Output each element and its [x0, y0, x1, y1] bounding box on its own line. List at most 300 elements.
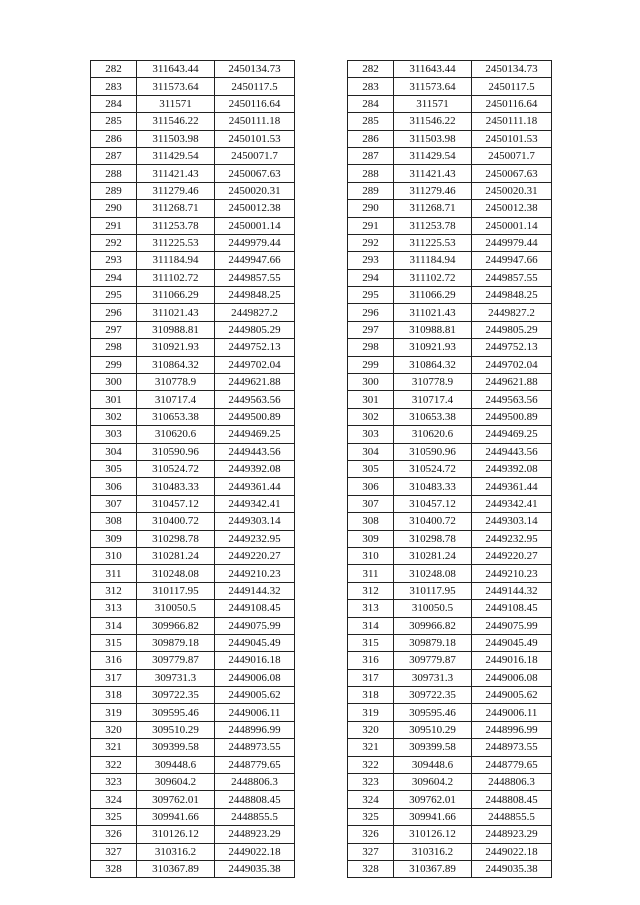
x-coordinate-cell: 309941.66: [394, 808, 472, 825]
y-coordinate-cell: 2450067.63: [215, 165, 295, 182]
x-coordinate-cell: 311546.22: [394, 113, 472, 130]
table-row: [91, 339, 295, 356]
point-number-cell: 294: [91, 269, 137, 286]
point-number-cell: 289: [348, 182, 394, 199]
x-coordinate-cell: 311102.72: [394, 269, 472, 286]
point-number-cell: 288: [348, 165, 394, 182]
point-number-cell: 312: [91, 582, 137, 599]
x-coordinate-cell: 310864.32: [137, 356, 215, 373]
table-row: [91, 356, 295, 373]
y-coordinate-cell: 2449805.29: [215, 321, 295, 338]
x-coordinate-cell: 310778.9: [137, 374, 215, 391]
point-number-cell: 317: [348, 669, 394, 686]
y-coordinate-cell: 2450001.14: [215, 217, 295, 234]
point-number-cell: 320: [91, 721, 137, 738]
x-coordinate-cell: 309731.3: [137, 669, 215, 686]
point-number-cell: 313: [348, 600, 394, 617]
x-coordinate-cell: 310717.4: [137, 391, 215, 408]
point-number-cell: 304: [348, 443, 394, 460]
x-coordinate-cell: 310281.24: [137, 547, 215, 564]
y-coordinate-cell: 2449303.14: [215, 513, 295, 530]
point-number-cell: 294: [348, 269, 394, 286]
x-coordinate-cell: 311279.46: [137, 182, 215, 199]
y-coordinate-cell: 2449857.55: [472, 269, 552, 286]
y-coordinate-cell: 2449016.18: [215, 652, 295, 669]
x-coordinate-cell: 310524.72: [137, 460, 215, 477]
y-coordinate-cell: 2449210.23: [472, 565, 552, 582]
y-coordinate-cell: 2450134.73: [215, 61, 295, 78]
table-row: [348, 843, 552, 860]
x-coordinate-cell: 310316.2: [137, 843, 215, 860]
y-coordinate-cell: 2449500.89: [215, 408, 295, 425]
y-coordinate-cell: 2449827.2: [215, 304, 295, 321]
table-row: [91, 374, 295, 391]
y-coordinate-cell: 2449075.99: [215, 617, 295, 634]
x-coordinate-cell: 311421.43: [137, 165, 215, 182]
table-row: [91, 165, 295, 182]
x-coordinate-cell: 310298.78: [137, 530, 215, 547]
y-coordinate-cell: 2448808.45: [215, 791, 295, 808]
x-coordinate-cell: 309779.87: [137, 652, 215, 669]
table-row: [91, 756, 295, 773]
table-row: [348, 426, 552, 443]
point-number-cell: 299: [348, 356, 394, 373]
point-number-cell: 305: [91, 460, 137, 477]
point-number-cell: 326: [348, 826, 394, 843]
table-row: [91, 78, 295, 95]
point-number-cell: 291: [348, 217, 394, 234]
x-coordinate-cell: 311102.72: [137, 269, 215, 286]
x-coordinate-cell: 310367.89: [137, 860, 215, 877]
point-number-cell: 308: [91, 513, 137, 530]
table-row: [91, 617, 295, 634]
point-number-cell: 298: [348, 339, 394, 356]
y-coordinate-cell: 2449979.44: [215, 234, 295, 251]
x-coordinate-cell: 309399.58: [394, 739, 472, 756]
table-row: [348, 547, 552, 564]
x-coordinate-cell: 310717.4: [394, 391, 472, 408]
point-number-cell: 292: [348, 234, 394, 251]
point-number-cell: 300: [348, 374, 394, 391]
y-coordinate-cell: 2448806.3: [472, 774, 552, 791]
point-number-cell: 316: [348, 652, 394, 669]
point-number-cell: 298: [91, 339, 137, 356]
y-coordinate-cell: 2449016.18: [472, 652, 552, 669]
x-coordinate-cell: 311573.64: [137, 78, 215, 95]
x-coordinate-cell: 311571: [137, 95, 215, 112]
y-coordinate-cell: 2449232.95: [472, 530, 552, 547]
x-coordinate-cell: 309448.6: [137, 756, 215, 773]
y-coordinate-cell: 2448923.29: [472, 826, 552, 843]
x-coordinate-cell: 310050.5: [394, 600, 472, 617]
y-coordinate-cell: 2450116.64: [472, 95, 552, 112]
x-coordinate-cell: 310400.72: [394, 513, 472, 530]
x-coordinate-cell: 311066.29: [137, 287, 215, 304]
y-coordinate-cell: 2449947.66: [215, 252, 295, 269]
table-row: [91, 652, 295, 669]
x-coordinate-cell: 309604.2: [137, 774, 215, 791]
y-coordinate-cell: 2449752.13: [472, 339, 552, 356]
point-number-cell: 301: [348, 391, 394, 408]
table-row: [91, 704, 295, 721]
table-row: [348, 95, 552, 112]
point-number-cell: 315: [348, 634, 394, 651]
x-coordinate-cell: 309966.82: [394, 617, 472, 634]
table-row: [348, 61, 552, 78]
y-coordinate-cell: 2450101.53: [472, 130, 552, 147]
y-coordinate-cell: 2449563.56: [215, 391, 295, 408]
table-row: [91, 200, 295, 217]
point-number-cell: 318: [91, 687, 137, 704]
point-number-cell: 327: [91, 843, 137, 860]
x-coordinate-cell: 311643.44: [394, 61, 472, 78]
table-row: [348, 774, 552, 791]
y-coordinate-cell: 2448779.65: [215, 756, 295, 773]
x-coordinate-cell: 311546.22: [137, 113, 215, 130]
y-coordinate-cell: 2449848.25: [215, 287, 295, 304]
y-coordinate-cell: 2450111.18: [215, 113, 295, 130]
y-coordinate-cell: 2448996.99: [215, 721, 295, 738]
point-number-cell: 295: [91, 287, 137, 304]
point-number-cell: 290: [348, 200, 394, 217]
point-number-cell: 285: [348, 113, 394, 130]
y-coordinate-cell: 2449621.88: [215, 374, 295, 391]
x-coordinate-cell: 310620.6: [137, 426, 215, 443]
point-number-cell: 300: [91, 374, 137, 391]
x-coordinate-cell: 310126.12: [137, 826, 215, 843]
table-row: [91, 687, 295, 704]
y-coordinate-cell: 2449702.04: [215, 356, 295, 373]
table-row: [348, 321, 552, 338]
table-row: [348, 391, 552, 408]
table-row: [348, 356, 552, 373]
table-row: [91, 269, 295, 286]
y-coordinate-cell: 2449006.11: [472, 704, 552, 721]
point-number-cell: 293: [91, 252, 137, 269]
table-row: [348, 234, 552, 251]
x-coordinate-cell: 309595.46: [137, 704, 215, 721]
table-row: [91, 287, 295, 304]
x-coordinate-cell: 311184.94: [137, 252, 215, 269]
x-coordinate-cell: 311253.78: [394, 217, 472, 234]
table-row: [348, 756, 552, 773]
y-coordinate-cell: 2449108.45: [472, 600, 552, 617]
point-number-cell: 282: [348, 61, 394, 78]
point-number-cell: 312: [348, 582, 394, 599]
table-row: [91, 130, 295, 147]
x-coordinate-cell: 310988.81: [137, 321, 215, 338]
table-row: [348, 304, 552, 321]
point-number-cell: 284: [91, 95, 137, 112]
table-row: [91, 460, 295, 477]
y-coordinate-cell: 2449035.38: [215, 860, 295, 877]
y-coordinate-cell: 2449848.25: [472, 287, 552, 304]
x-coordinate-cell: 311268.71: [394, 200, 472, 217]
table-row: [348, 617, 552, 634]
point-number-cell: 305: [348, 460, 394, 477]
point-number-cell: 323: [91, 774, 137, 791]
x-coordinate-cell: 310620.6: [394, 426, 472, 443]
table-row: [91, 252, 295, 269]
table-row: [91, 321, 295, 338]
y-coordinate-cell: 2449361.44: [472, 478, 552, 495]
point-number-cell: 311: [348, 565, 394, 582]
y-coordinate-cell: 2449075.99: [472, 617, 552, 634]
table-row: [348, 252, 552, 269]
y-coordinate-cell: 2448923.29: [215, 826, 295, 843]
y-coordinate-cell: 2448855.5: [215, 808, 295, 825]
x-coordinate-cell: 309399.58: [137, 739, 215, 756]
point-number-cell: 286: [348, 130, 394, 147]
table-row: [348, 826, 552, 843]
y-coordinate-cell: 2449702.04: [472, 356, 552, 373]
table-row: [348, 443, 552, 460]
x-coordinate-cell: 310316.2: [394, 843, 472, 860]
table-row: [91, 426, 295, 443]
y-coordinate-cell: 2449045.49: [472, 634, 552, 651]
x-coordinate-cell: 311503.98: [137, 130, 215, 147]
y-coordinate-cell: 2450071.7: [472, 147, 552, 164]
x-coordinate-cell: 309762.01: [394, 791, 472, 808]
table-row: [91, 774, 295, 791]
table-row: [91, 843, 295, 860]
x-coordinate-cell: 311503.98: [394, 130, 472, 147]
table-row: [91, 304, 295, 321]
table-row: [91, 634, 295, 651]
point-number-cell: 303: [348, 426, 394, 443]
y-coordinate-cell: 2449392.08: [215, 460, 295, 477]
x-coordinate-cell: 310778.9: [394, 374, 472, 391]
table-row: [348, 565, 552, 582]
x-coordinate-cell: 309731.3: [394, 669, 472, 686]
y-coordinate-cell: 2449857.55: [215, 269, 295, 286]
x-coordinate-cell: 310126.12: [394, 826, 472, 843]
y-coordinate-cell: 2448808.45: [472, 791, 552, 808]
x-coordinate-cell: 311429.54: [137, 147, 215, 164]
x-coordinate-cell: 310248.08: [137, 565, 215, 582]
y-coordinate-cell: 2449443.56: [472, 443, 552, 460]
table-row: [348, 808, 552, 825]
point-number-cell: 324: [348, 791, 394, 808]
x-coordinate-cell: 309722.35: [394, 687, 472, 704]
table-row: [348, 200, 552, 217]
y-coordinate-cell: 2450012.38: [472, 200, 552, 217]
point-number-cell: 282: [91, 61, 137, 78]
point-number-cell: 296: [91, 304, 137, 321]
point-number-cell: 302: [348, 408, 394, 425]
y-coordinate-cell: 2450111.18: [472, 113, 552, 130]
point-number-cell: 317: [91, 669, 137, 686]
y-coordinate-cell: 2449443.56: [215, 443, 295, 460]
point-number-cell: 324: [91, 791, 137, 808]
table-row: [91, 478, 295, 495]
x-coordinate-cell: 309595.46: [394, 704, 472, 721]
y-coordinate-cell: 2449827.2: [472, 304, 552, 321]
y-coordinate-cell: 2449144.32: [472, 582, 552, 599]
y-coordinate-cell: 2449022.18: [472, 843, 552, 860]
y-coordinate-cell: 2449022.18: [215, 843, 295, 860]
x-coordinate-cell: 310921.93: [137, 339, 215, 356]
x-coordinate-cell: 310117.95: [394, 582, 472, 599]
y-coordinate-cell: 2449361.44: [215, 478, 295, 495]
x-coordinate-cell: 309448.6: [394, 756, 472, 773]
y-coordinate-cell: 2449108.45: [215, 600, 295, 617]
point-number-cell: 315: [91, 634, 137, 651]
x-coordinate-cell: 309510.29: [137, 721, 215, 738]
x-coordinate-cell: 311184.94: [394, 252, 472, 269]
point-number-cell: 314: [348, 617, 394, 634]
point-number-cell: 310: [348, 547, 394, 564]
y-coordinate-cell: 2450020.31: [215, 182, 295, 199]
table-row: [91, 234, 295, 251]
point-number-cell: 325: [348, 808, 394, 825]
x-coordinate-cell: 309941.66: [137, 808, 215, 825]
table-row: [91, 113, 295, 130]
point-number-cell: 322: [91, 756, 137, 773]
x-coordinate-cell: 309762.01: [137, 791, 215, 808]
y-coordinate-cell: 2449035.38: [472, 860, 552, 877]
table-row: [348, 78, 552, 95]
x-coordinate-cell: 311571: [394, 95, 472, 112]
table-row: [348, 860, 552, 877]
point-number-cell: 320: [348, 721, 394, 738]
point-number-cell: 283: [348, 78, 394, 95]
x-coordinate-cell: 310590.96: [137, 443, 215, 460]
x-coordinate-cell: 311021.43: [394, 304, 472, 321]
y-coordinate-cell: 2449392.08: [472, 460, 552, 477]
table-row: [348, 634, 552, 651]
y-coordinate-cell: 2450134.73: [472, 61, 552, 78]
x-coordinate-cell: 310653.38: [394, 408, 472, 425]
point-number-cell: 302: [91, 408, 137, 425]
point-number-cell: 327: [348, 843, 394, 860]
table-row: [91, 565, 295, 582]
point-number-cell: 319: [91, 704, 137, 721]
point-number-cell: 303: [91, 426, 137, 443]
x-coordinate-cell: 311225.53: [394, 234, 472, 251]
y-coordinate-cell: 2449005.62: [215, 687, 295, 704]
x-coordinate-cell: 310457.12: [394, 495, 472, 512]
point-number-cell: 319: [348, 704, 394, 721]
table-row: [348, 130, 552, 147]
point-number-cell: 288: [91, 165, 137, 182]
y-coordinate-cell: 2449006.11: [215, 704, 295, 721]
y-coordinate-cell: 2449232.95: [215, 530, 295, 547]
table-row: [348, 147, 552, 164]
table-row: [91, 182, 295, 199]
table-row: [91, 547, 295, 564]
x-coordinate-cell: 309966.82: [137, 617, 215, 634]
y-coordinate-cell: 2449005.62: [472, 687, 552, 704]
table-row: [348, 113, 552, 130]
point-number-cell: 301: [91, 391, 137, 408]
table-row: [91, 791, 295, 808]
y-coordinate-cell: 2449210.23: [215, 565, 295, 582]
x-coordinate-cell: 310248.08: [394, 565, 472, 582]
x-coordinate-cell: 309510.29: [394, 721, 472, 738]
point-number-cell: 309: [91, 530, 137, 547]
x-coordinate-cell: 310367.89: [394, 860, 472, 877]
point-number-cell: 296: [348, 304, 394, 321]
x-coordinate-cell: 311421.43: [394, 165, 472, 182]
point-number-cell: 286: [91, 130, 137, 147]
table-row: [91, 495, 295, 512]
y-coordinate-cell: 2448779.65: [472, 756, 552, 773]
table-row: [348, 739, 552, 756]
table-row: [91, 582, 295, 599]
x-coordinate-cell: 311268.71: [137, 200, 215, 217]
y-coordinate-cell: 2450117.5: [215, 78, 295, 95]
y-coordinate-cell: 2449621.88: [472, 374, 552, 391]
y-coordinate-cell: 2449220.27: [215, 547, 295, 564]
x-coordinate-cell: 310050.5: [137, 600, 215, 617]
point-number-cell: 321: [91, 739, 137, 756]
table-row: [91, 808, 295, 825]
point-number-cell: 289: [91, 182, 137, 199]
x-coordinate-cell: 310457.12: [137, 495, 215, 512]
table-row: [91, 391, 295, 408]
table-row: [348, 165, 552, 182]
table-row: [91, 513, 295, 530]
coordinate-table-right: [347, 60, 552, 878]
table-row: [91, 860, 295, 877]
y-coordinate-cell: 2450116.64: [215, 95, 295, 112]
table-row: [91, 669, 295, 686]
x-coordinate-cell: 311643.44: [137, 61, 215, 78]
x-coordinate-cell: 311279.46: [394, 182, 472, 199]
y-coordinate-cell: 2448996.99: [472, 721, 552, 738]
y-coordinate-cell: 2450071.7: [215, 147, 295, 164]
y-coordinate-cell: 2450101.53: [215, 130, 295, 147]
point-number-cell: 290: [91, 200, 137, 217]
point-number-cell: 287: [91, 147, 137, 164]
y-coordinate-cell: 2450117.5: [472, 78, 552, 95]
table-row: [348, 530, 552, 547]
table-row: [348, 287, 552, 304]
y-coordinate-cell: 2450067.63: [472, 165, 552, 182]
y-coordinate-cell: 2449752.13: [215, 339, 295, 356]
x-coordinate-cell: 310590.96: [394, 443, 472, 460]
y-coordinate-cell: 2449805.29: [472, 321, 552, 338]
point-number-cell: 292: [91, 234, 137, 251]
table-row: [91, 217, 295, 234]
table-row: [348, 269, 552, 286]
y-coordinate-cell: 2449500.89: [472, 408, 552, 425]
table-row: [348, 652, 552, 669]
table-row: [348, 687, 552, 704]
point-number-cell: 308: [348, 513, 394, 530]
point-number-cell: 325: [91, 808, 137, 825]
y-coordinate-cell: 2449045.49: [215, 634, 295, 651]
y-coordinate-cell: 2449469.25: [215, 426, 295, 443]
x-coordinate-cell: 310400.72: [137, 513, 215, 530]
x-coordinate-cell: 311021.43: [137, 304, 215, 321]
table-row: [91, 530, 295, 547]
x-coordinate-cell: 310483.33: [394, 478, 472, 495]
point-number-cell: 321: [348, 739, 394, 756]
table-row: [348, 217, 552, 234]
y-coordinate-cell: 2449303.14: [472, 513, 552, 530]
coordinate-table-left: [90, 60, 295, 878]
x-coordinate-cell: 310864.32: [394, 356, 472, 373]
y-coordinate-cell: 2449947.66: [472, 252, 552, 269]
table-row: [91, 739, 295, 756]
y-coordinate-cell: 2449563.56: [472, 391, 552, 408]
point-number-cell: 318: [348, 687, 394, 704]
point-number-cell: 283: [91, 78, 137, 95]
x-coordinate-cell: 311429.54: [394, 147, 472, 164]
x-coordinate-cell: 310653.38: [137, 408, 215, 425]
